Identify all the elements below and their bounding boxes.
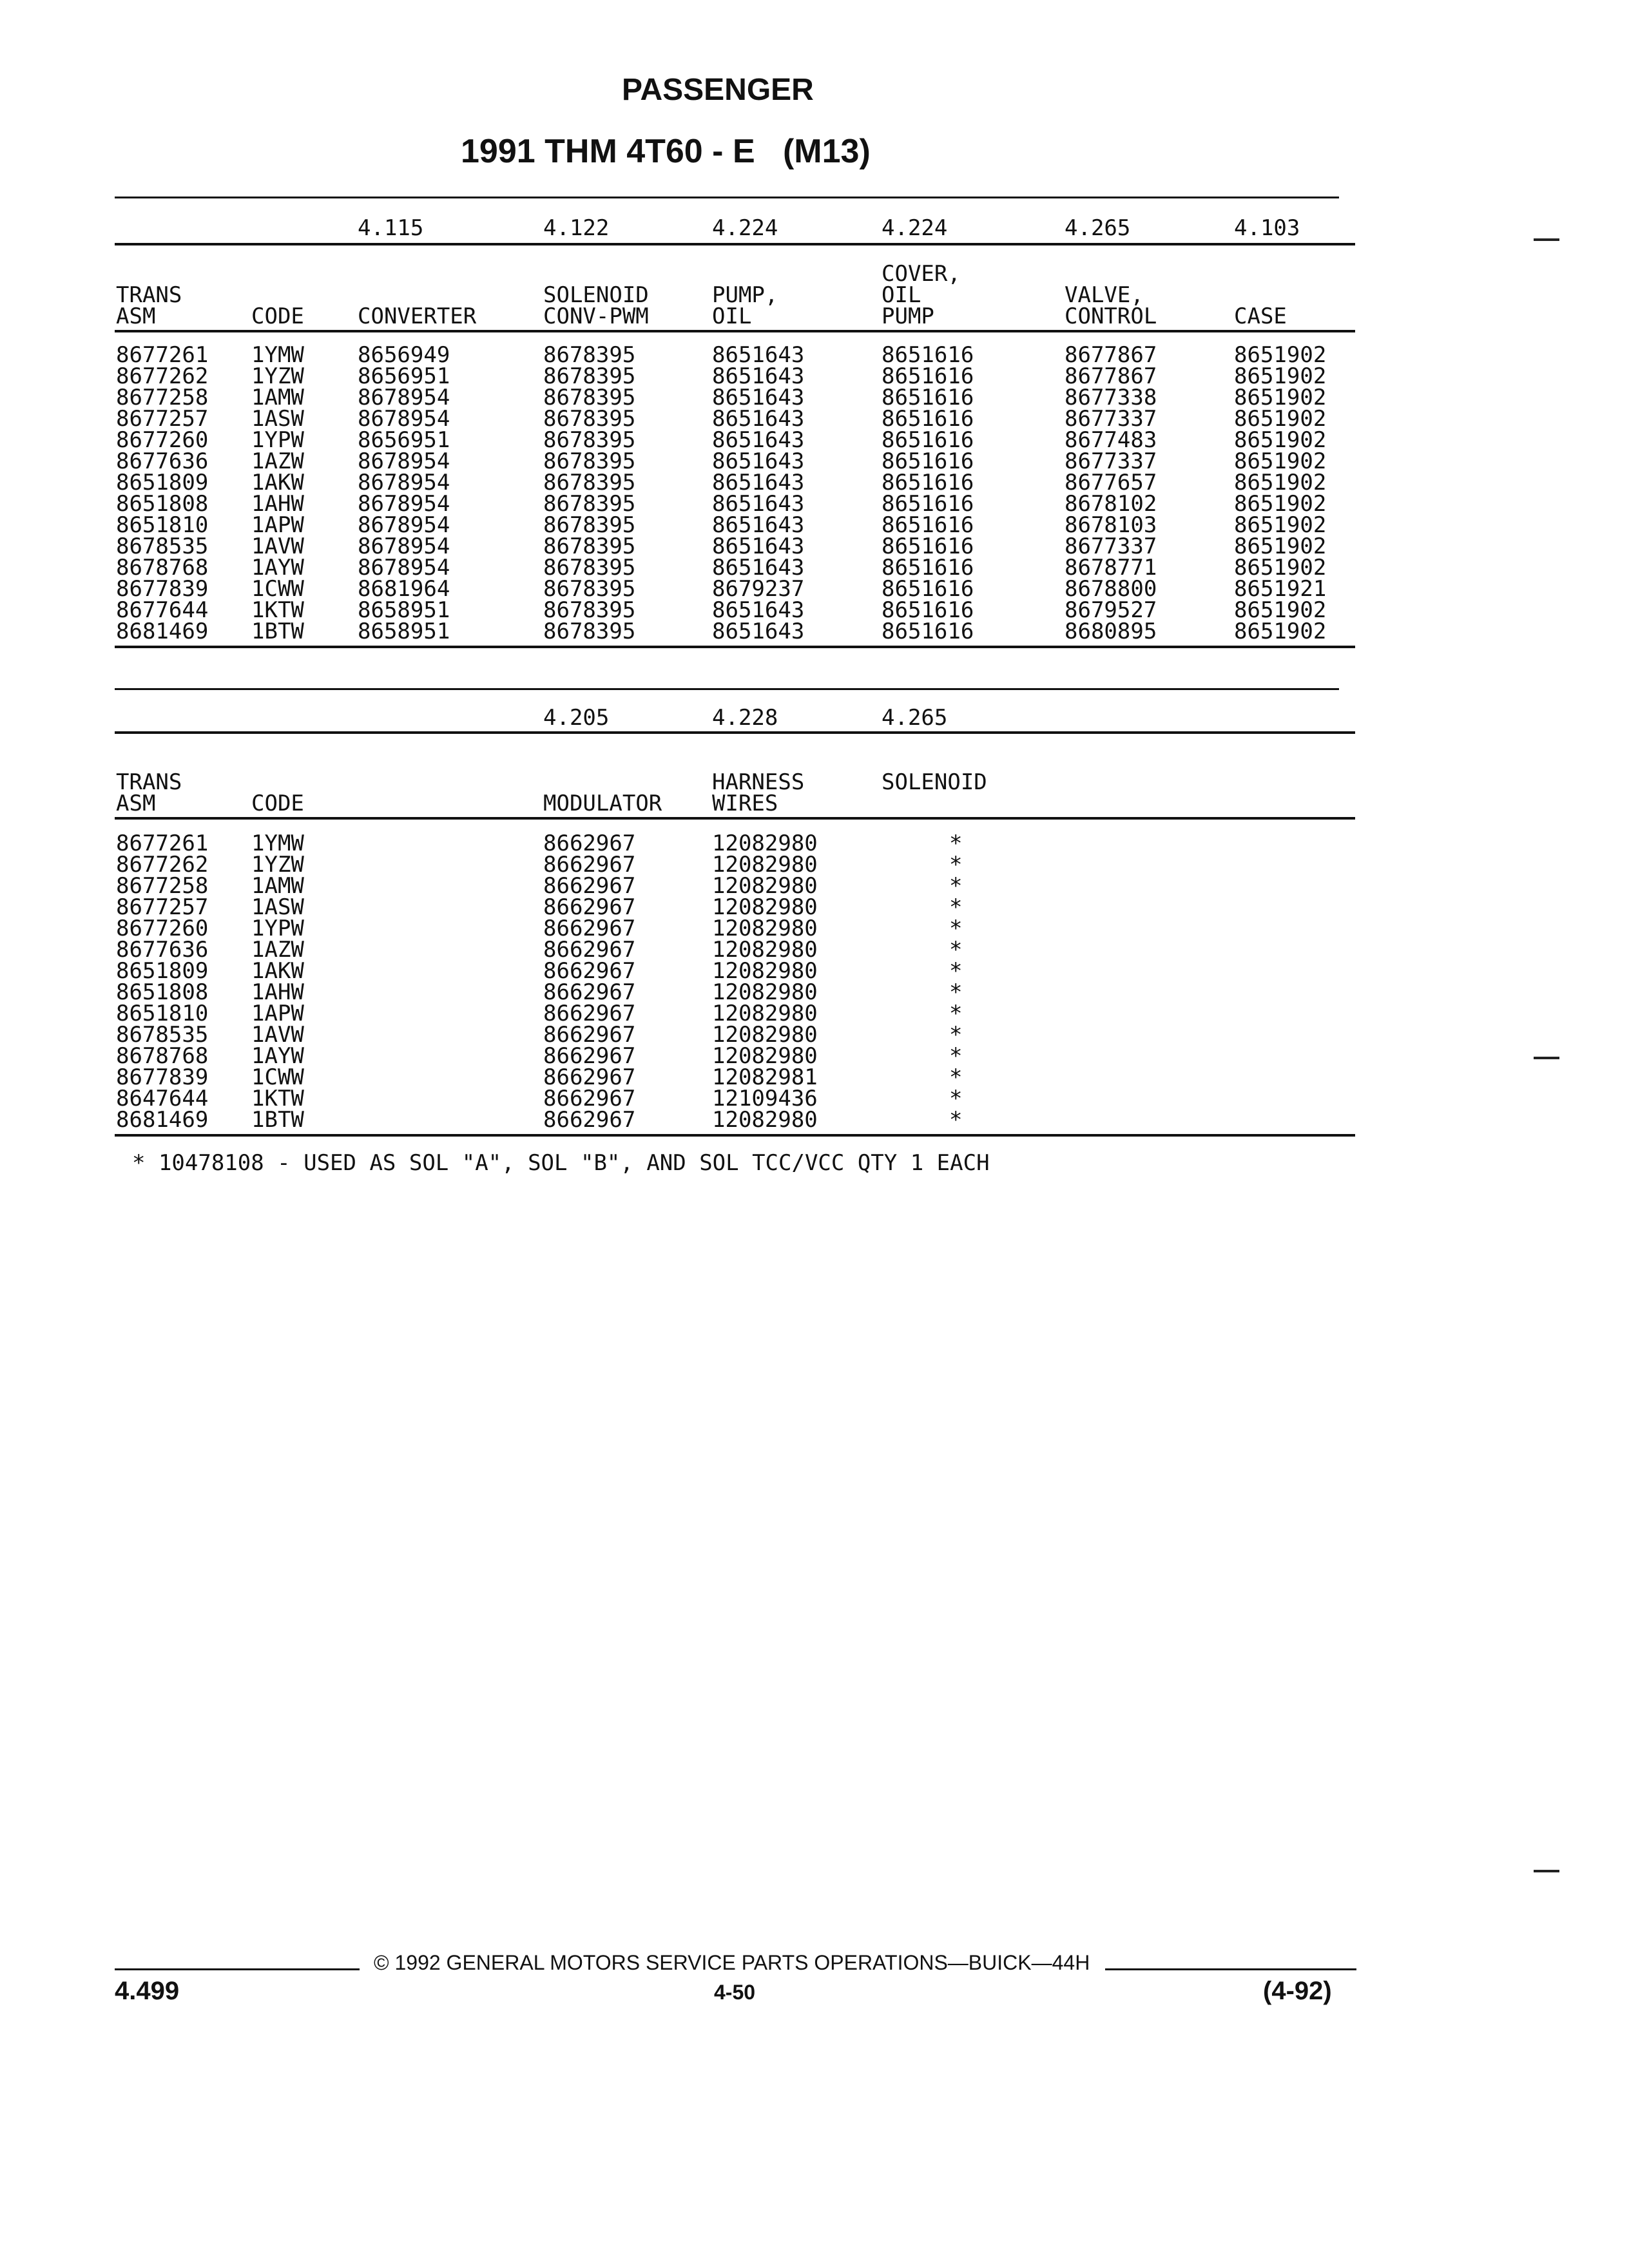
page-number: 4-50 xyxy=(714,1981,756,2004)
table-cell: 8678535 xyxy=(116,533,209,559)
table-cell: 8678395 xyxy=(543,470,636,495)
table-cell: 8678954 xyxy=(358,512,450,538)
column-header: PUMP, xyxy=(712,282,778,308)
column-header: CODE xyxy=(251,303,304,329)
table-cell: 12082980 xyxy=(712,831,818,856)
table-cell: 8662967 xyxy=(543,1043,636,1069)
table-cell: 8678395 xyxy=(543,342,636,368)
table-cell: 8678800 xyxy=(1065,576,1157,602)
column-header: SOLENOID xyxy=(882,769,987,795)
table-cell: 8651643 xyxy=(712,427,805,453)
table-cell: 8678395 xyxy=(543,576,636,602)
table-cell: 12082980 xyxy=(712,894,818,920)
table-cell: 8651616 xyxy=(882,448,974,474)
table-cell: 8677644 xyxy=(116,597,209,623)
table-cell: * xyxy=(949,831,963,856)
table-cell: 1YZW xyxy=(251,852,304,878)
table-cell: 8651902 xyxy=(1234,512,1327,538)
table-cell: 1AHW xyxy=(251,979,304,1005)
table-cell: 8651921 xyxy=(1234,576,1327,602)
table-cell: 1AZW xyxy=(251,448,304,474)
table-cell: 8681469 xyxy=(116,619,209,644)
table-cell: 8658951 xyxy=(358,597,450,623)
table-cell: 8651616 xyxy=(882,406,974,432)
column-header: WIRES xyxy=(712,791,778,816)
table-cell: 8678954 xyxy=(358,470,450,495)
table-cell: 12082980 xyxy=(712,1043,818,1069)
table-cell: 1YMW xyxy=(251,831,304,856)
table-cell: 8677636 xyxy=(116,937,209,963)
table-cell: * xyxy=(949,1107,963,1133)
footnote: * 10478108 - USED AS SOL "A", SOL "B", AND SOL TCC/VCC QTY 1 EACH xyxy=(132,1150,990,1176)
table-cell: 8651616 xyxy=(882,385,974,410)
table-cell: 1AKW xyxy=(251,470,304,495)
group-number: 4.224 xyxy=(712,215,778,241)
table-cell: 8651902 xyxy=(1234,470,1327,495)
table-cell: 8651616 xyxy=(882,491,974,517)
table-cell: 8678954 xyxy=(358,406,450,432)
table-cell: 8651616 xyxy=(882,427,974,453)
table-cell: 8677483 xyxy=(1065,427,1157,453)
table-cell: 8651902 xyxy=(1234,491,1327,517)
table-cell: 8662967 xyxy=(543,852,636,878)
table-cell: 1AHW xyxy=(251,491,304,517)
table-cell: 8651809 xyxy=(116,958,209,984)
table-cell: * xyxy=(949,852,963,878)
group-number: 4.115 xyxy=(358,215,424,241)
table-cell: * xyxy=(949,1064,963,1090)
table-cell: 8651643 xyxy=(712,406,805,432)
table-cell: 8677262 xyxy=(116,852,209,878)
table-cell: 8678395 xyxy=(543,448,636,474)
table-cell: 8677867 xyxy=(1065,342,1157,368)
column-header: CASE xyxy=(1234,303,1287,329)
table-cell: * xyxy=(949,873,963,899)
table-cell: 8677262 xyxy=(116,363,209,389)
table-cell: 8651616 xyxy=(882,470,974,495)
table-cell: 12082980 xyxy=(712,1001,818,1026)
table-cell: 8651808 xyxy=(116,491,209,517)
table-cell: 8651809 xyxy=(116,470,209,495)
table-cell: 8651902 xyxy=(1234,597,1327,623)
margin-mark xyxy=(1534,238,1559,241)
table-cell: 8678954 xyxy=(358,448,450,474)
table-cell: 8662967 xyxy=(543,979,636,1005)
table-cell: 8651616 xyxy=(882,512,974,538)
table-cell: 8678395 xyxy=(543,597,636,623)
column-header: ASM xyxy=(116,303,156,329)
table-cell: 1AVW xyxy=(251,533,304,559)
table-cell: * xyxy=(949,916,963,941)
table-cell: 8678768 xyxy=(116,555,209,581)
table-cell: * xyxy=(949,937,963,963)
table-cell: 8651616 xyxy=(882,597,974,623)
table-cell: 8678768 xyxy=(116,1043,209,1069)
table-cell: 8677337 xyxy=(1065,448,1157,474)
group-number: 4.265 xyxy=(1065,215,1131,241)
table-cell: 8677258 xyxy=(116,873,209,899)
table-cell: 8678395 xyxy=(543,385,636,410)
table-cell: 1KTW xyxy=(251,597,304,623)
table-cell: 12082980 xyxy=(712,937,818,963)
column-header: SOLENOID xyxy=(543,282,649,308)
revision-code: (4-92) xyxy=(1263,1977,1332,2005)
table-cell: 8677867 xyxy=(1065,363,1157,389)
table-cell: 12082981 xyxy=(712,1064,818,1090)
group-number: 4.265 xyxy=(882,705,948,731)
table-cell: 1AMW xyxy=(251,873,304,899)
table-cell: 8677260 xyxy=(116,427,209,453)
table-cell: 8677260 xyxy=(116,916,209,941)
table-cell: 8662967 xyxy=(543,831,636,856)
table-cell: 8677839 xyxy=(116,1064,209,1090)
table-cell: 8658951 xyxy=(358,619,450,644)
table-cell: 1YPW xyxy=(251,916,304,941)
group-number: 4.228 xyxy=(712,705,778,731)
table-cell: 12082980 xyxy=(712,958,818,984)
table-cell: 8679527 xyxy=(1065,597,1157,623)
table-cell: 8678954 xyxy=(358,555,450,581)
table-cell: 1AZW xyxy=(251,937,304,963)
table-cell: 8662967 xyxy=(543,1107,636,1133)
table-cell: * xyxy=(949,958,963,984)
table-cell: 8680895 xyxy=(1065,619,1157,644)
column-header: VALVE, xyxy=(1065,282,1144,308)
table-cell: 8651643 xyxy=(712,597,805,623)
table-cell: 1YZW xyxy=(251,363,304,389)
table-cell: 8678103 xyxy=(1065,512,1157,538)
table-cell: 8651810 xyxy=(116,512,209,538)
table-cell: 1BTW xyxy=(251,1107,304,1133)
page-title: 1991 THM 4T60 - E (M13) xyxy=(461,133,871,170)
table-cell: 8678395 xyxy=(543,619,636,644)
table-cell: 8651902 xyxy=(1234,385,1327,410)
column-header: HARNESS xyxy=(712,769,805,795)
footer-left-code: 4.499 xyxy=(115,1977,180,2005)
table-cell: 1AYW xyxy=(251,555,304,581)
table-cell: 8651616 xyxy=(882,555,974,581)
column-header: COVER, xyxy=(882,261,961,287)
table-cell: 12082980 xyxy=(712,916,818,941)
table-cell: 1APW xyxy=(251,512,304,538)
column-header: CONVERTER xyxy=(358,303,477,329)
table-cell: 1KTW xyxy=(251,1086,304,1111)
group-number: 4.122 xyxy=(543,215,610,241)
table-cell: 1CWW xyxy=(251,1064,304,1090)
table-cell: 8662967 xyxy=(543,1064,636,1090)
table-cell: 8681469 xyxy=(116,1107,209,1133)
column-header: OIL xyxy=(712,303,752,329)
table-cell: 8651643 xyxy=(712,342,805,368)
table-cell: 8678395 xyxy=(543,512,636,538)
table-cell: 8651616 xyxy=(882,619,974,644)
table-cell: 8678395 xyxy=(543,533,636,559)
table-cell: 8651902 xyxy=(1234,342,1327,368)
table-cell: 8647644 xyxy=(116,1086,209,1111)
table-cell: 8678102 xyxy=(1065,491,1157,517)
table-cell: 8662967 xyxy=(543,916,636,941)
table-cell: 8662967 xyxy=(543,958,636,984)
table-cell: 1ASW xyxy=(251,894,304,920)
table-cell: 8678771 xyxy=(1065,555,1157,581)
table-cell: 1AYW xyxy=(251,1043,304,1069)
table-cell: 8651902 xyxy=(1234,363,1327,389)
table-cell: 8651643 xyxy=(712,385,805,410)
table-cell: 8662967 xyxy=(543,1022,636,1048)
table-cell: 8678395 xyxy=(543,363,636,389)
group-number: 4.224 xyxy=(882,215,948,241)
column-header: CODE xyxy=(251,791,304,816)
column-header: CONV-PWM xyxy=(543,303,649,329)
table-cell: 8651643 xyxy=(712,470,805,495)
table-cell: * xyxy=(949,894,963,920)
table-cell: 8662967 xyxy=(543,894,636,920)
table-cell: 8678954 xyxy=(358,533,450,559)
table-cell: 8656951 xyxy=(358,363,450,389)
table-cell: 8656951 xyxy=(358,427,450,453)
margin-mark xyxy=(1534,1057,1559,1059)
table-cell: 8678954 xyxy=(358,385,450,410)
table-cell: 8678395 xyxy=(543,555,636,581)
table-cell: 8678395 xyxy=(543,491,636,517)
table-cell: 8677338 xyxy=(1065,385,1157,410)
table-cell: 1APW xyxy=(251,1001,304,1026)
table-cell: 1CWW xyxy=(251,576,304,602)
column-header: MODULATOR xyxy=(543,791,662,816)
table-cell: 8678395 xyxy=(543,427,636,453)
table-cell: 8677657 xyxy=(1065,470,1157,495)
table-cell: 8677257 xyxy=(116,894,209,920)
margin-mark xyxy=(1534,1870,1559,1872)
table-cell: 8678395 xyxy=(543,406,636,432)
table-cell: 8651643 xyxy=(712,533,805,559)
table-cell: 8677261 xyxy=(116,342,209,368)
table-cell: 8651902 xyxy=(1234,406,1327,432)
table-cell: * xyxy=(949,979,963,1005)
table-cell: 12082980 xyxy=(712,979,818,1005)
table-cell: 8651808 xyxy=(116,979,209,1005)
table-cell: 8677636 xyxy=(116,448,209,474)
table-cell: 8662967 xyxy=(543,937,636,963)
table-cell: 8651616 xyxy=(882,533,974,559)
column-header: ASM xyxy=(116,791,156,816)
group-number: 4.103 xyxy=(1234,215,1300,241)
table-cell: 12082980 xyxy=(712,873,818,899)
table-cell: 8651643 xyxy=(712,363,805,389)
category-heading: PASSENGER xyxy=(622,73,814,107)
table-cell: 8651902 xyxy=(1234,555,1327,581)
table-cell: 8662967 xyxy=(543,1001,636,1026)
table-cell: 8651643 xyxy=(712,512,805,538)
table-cell: 8681964 xyxy=(358,576,450,602)
table-cell: * xyxy=(949,1022,963,1048)
table-cell: 8677337 xyxy=(1065,406,1157,432)
column-header: TRANS xyxy=(116,769,182,795)
table-cell: * xyxy=(949,1043,963,1069)
table-cell: 8651810 xyxy=(116,1001,209,1026)
table-cell: 8677258 xyxy=(116,385,209,410)
table-cell: * xyxy=(949,1086,963,1111)
table-cell: 1AMW xyxy=(251,385,304,410)
group-number: 4.205 xyxy=(543,705,610,731)
table-cell: 8679237 xyxy=(712,576,805,602)
table-cell: 8651643 xyxy=(712,619,805,644)
table-cell: 8651902 xyxy=(1234,448,1327,474)
table-cell: 8677337 xyxy=(1065,533,1157,559)
table-cell: 8651643 xyxy=(712,555,805,581)
table-cell: 8651643 xyxy=(712,491,805,517)
table-cell: 12109436 xyxy=(712,1086,818,1111)
table-cell: 12082980 xyxy=(712,1022,818,1048)
table-cell: 1ASW xyxy=(251,406,304,432)
table-cell: 8651902 xyxy=(1234,619,1327,644)
table-cell: 8651643 xyxy=(712,448,805,474)
table-cell: 8651902 xyxy=(1234,427,1327,453)
table-cell: 8677261 xyxy=(116,831,209,856)
table-cell: 8678535 xyxy=(116,1022,209,1048)
table-cell: 8651616 xyxy=(882,342,974,368)
table-cell: 8677839 xyxy=(116,576,209,602)
table-cell: 1AVW xyxy=(251,1022,304,1048)
table-cell: 1AKW xyxy=(251,958,304,984)
table-cell: 8662967 xyxy=(543,1086,636,1111)
table-cell: 8662967 xyxy=(543,873,636,899)
table-cell: 1YPW xyxy=(251,427,304,453)
column-header: TRANS xyxy=(116,282,182,308)
table-cell: * xyxy=(949,1001,963,1026)
table-cell: 8678954 xyxy=(358,491,450,517)
table-cell: 1YMW xyxy=(251,342,304,368)
copyright-line: © 1992 GENERAL MOTORS SERVICE PARTS OPERATIONS—BUICK—44H xyxy=(374,1951,1090,1974)
column-header: CONTROL xyxy=(1065,303,1157,329)
table-cell: 8651616 xyxy=(882,363,974,389)
column-header: PUMP xyxy=(882,303,934,329)
column-header: OIL xyxy=(882,282,921,308)
table-cell: 12082980 xyxy=(712,852,818,878)
table-cell: 8651616 xyxy=(882,576,974,602)
table-cell: 8677257 xyxy=(116,406,209,432)
table-cell: 1BTW xyxy=(251,619,304,644)
table-cell: 8651902 xyxy=(1234,533,1327,559)
table-cell: 8656949 xyxy=(358,342,450,368)
table-cell: 12082980 xyxy=(712,1107,818,1133)
